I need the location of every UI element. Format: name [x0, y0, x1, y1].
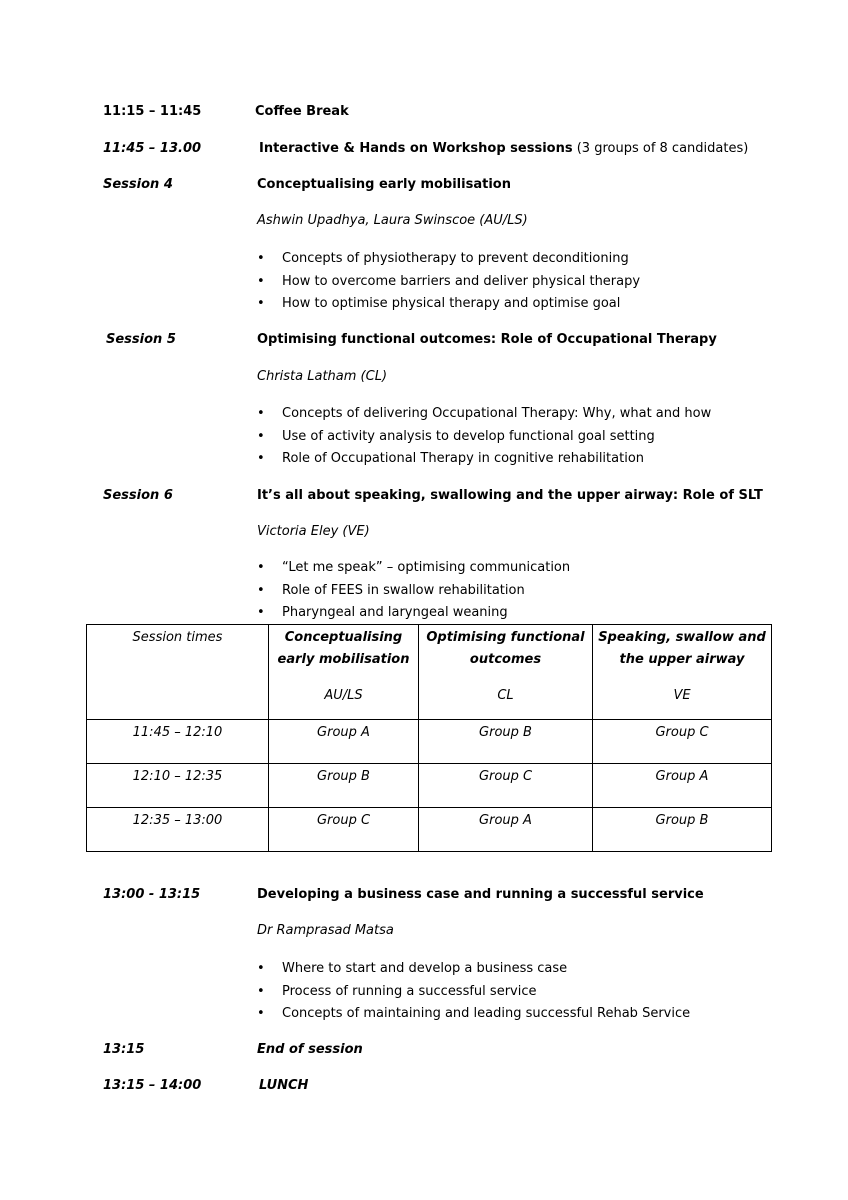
table-cell: 12:35 – 13:00	[87, 808, 269, 852]
session-5-bullets	[257, 405, 711, 473]
coffee-time: 11:15 – 11:45	[103, 104, 202, 119]
list-item: • Role of FEES in swallow rehabilitation	[257, 582, 525, 598]
end-time: 13:15	[103, 1042, 145, 1057]
list-item: • Concepts of maintaining and leading successful Rehab Service	[257, 1006, 691, 1022]
list-item: • Process of running a successful service	[257, 983, 537, 999]
table-cell: Group B	[419, 720, 593, 764]
session-6-title: It’s all about speaking, swallowing and the upper airway: Role of SLT	[257, 488, 763, 503]
workshop-title: Interactive & Hands on Workshop sessions	[259, 141, 573, 156]
table-cell: Group A	[269, 720, 419, 764]
table-cell: Group B	[269, 764, 419, 808]
bullet-icon: •	[257, 251, 265, 266]
bullet-icon: •	[257, 961, 265, 976]
list-item: • Use of activity analysis to develop functional goal setting	[257, 428, 655, 444]
list-item: • “Let me speak” – optimising communication	[257, 560, 571, 575]
end-title: End of session	[257, 1042, 363, 1057]
table-header-cell: Conceptualising early mobilisation AU/LS	[269, 625, 419, 720]
lunch-title: LUNCH	[259, 1078, 309, 1093]
workshop-note: (3 groups of 8 candidates)	[576, 141, 749, 156]
table-cell: Group A	[419, 808, 593, 852]
coffee-title: Coffee Break	[255, 104, 349, 119]
session-5-label: Session 5	[106, 332, 176, 347]
business-time: 13:00 - 13:15	[103, 887, 201, 902]
lunch-time: 13:15 – 14:00	[103, 1078, 202, 1093]
table-header-row	[87, 625, 772, 720]
list-item: • Pharyngeal and laryngeal weaning	[257, 605, 508, 621]
session-4-bullets	[257, 250, 640, 318]
list-item: • Concepts of delivering Occupational Therapy: Why, what and how	[257, 406, 712, 421]
session-6-label: Session 6	[103, 488, 173, 503]
table-cell: 11:45 – 12:10	[87, 720, 269, 764]
table-header-cell: Session times	[87, 625, 269, 720]
business-bullets	[257, 960, 690, 1028]
session-6-bullets	[257, 559, 570, 627]
table-header-cell: Speaking, swallow and the upper airway VE	[593, 625, 772, 720]
list-item: • Concepts of physiotherapy to prevent deconditioning	[257, 251, 629, 266]
workshop-time: 11:45 – 13.00	[103, 141, 202, 156]
table-row	[87, 808, 772, 852]
table-header-cell: Optimising functional outcomes CL	[419, 625, 593, 720]
session-4-title: Conceptualising early mobilisation	[257, 177, 511, 192]
table-cell: 12:10 – 12:35	[87, 764, 269, 808]
session-6-speakers: Victoria Eley (VE)	[257, 524, 370, 539]
table-row	[87, 764, 772, 808]
session-schedule-table	[86, 624, 772, 852]
list-item: • How to overcome barriers and deliver physical therapy	[257, 273, 641, 289]
bullet-icon: •	[257, 273, 265, 289]
list-item: • Where to start and develop a business case	[257, 961, 568, 976]
list-item: • Role of Occupational Therapy in cognitive rehabilitation	[257, 451, 645, 467]
list-item: • How to optimise physical therapy and optimise goal	[257, 296, 621, 312]
table-row	[87, 720, 772, 764]
session-5-title: Optimising functional outcomes: Role of Occupational Therapy	[257, 332, 717, 347]
business-speaker: Dr Ramprasad Matsa	[257, 923, 394, 938]
bullet-icon: •	[257, 983, 265, 999]
bullet-icon: •	[257, 296, 265, 312]
table-cell: Group C	[593, 720, 772, 764]
bullet-icon: •	[257, 582, 265, 598]
session-4-label: Session 4	[103, 177, 173, 192]
session-5-speakers: Christa Latham (CL)	[257, 369, 388, 384]
session-4-speakers: Ashwin Upadhya, Laura Swinscoe (AU/LS)	[257, 213, 528, 228]
table-cell: Group A	[593, 764, 772, 808]
table-cell: Group B	[593, 808, 772, 852]
bullet-icon: •	[257, 406, 265, 421]
table-cell: Group C	[419, 764, 593, 808]
bullet-icon: •	[257, 451, 265, 467]
business-title: Developing a business case and running a successful service	[257, 887, 704, 902]
bullet-icon: •	[257, 1006, 265, 1022]
workshop-heading	[259, 140, 748, 158]
bullet-icon: •	[257, 560, 265, 575]
bullet-icon: •	[257, 605, 265, 621]
bullet-icon: •	[257, 428, 265, 444]
table-cell: Group C	[269, 808, 419, 852]
